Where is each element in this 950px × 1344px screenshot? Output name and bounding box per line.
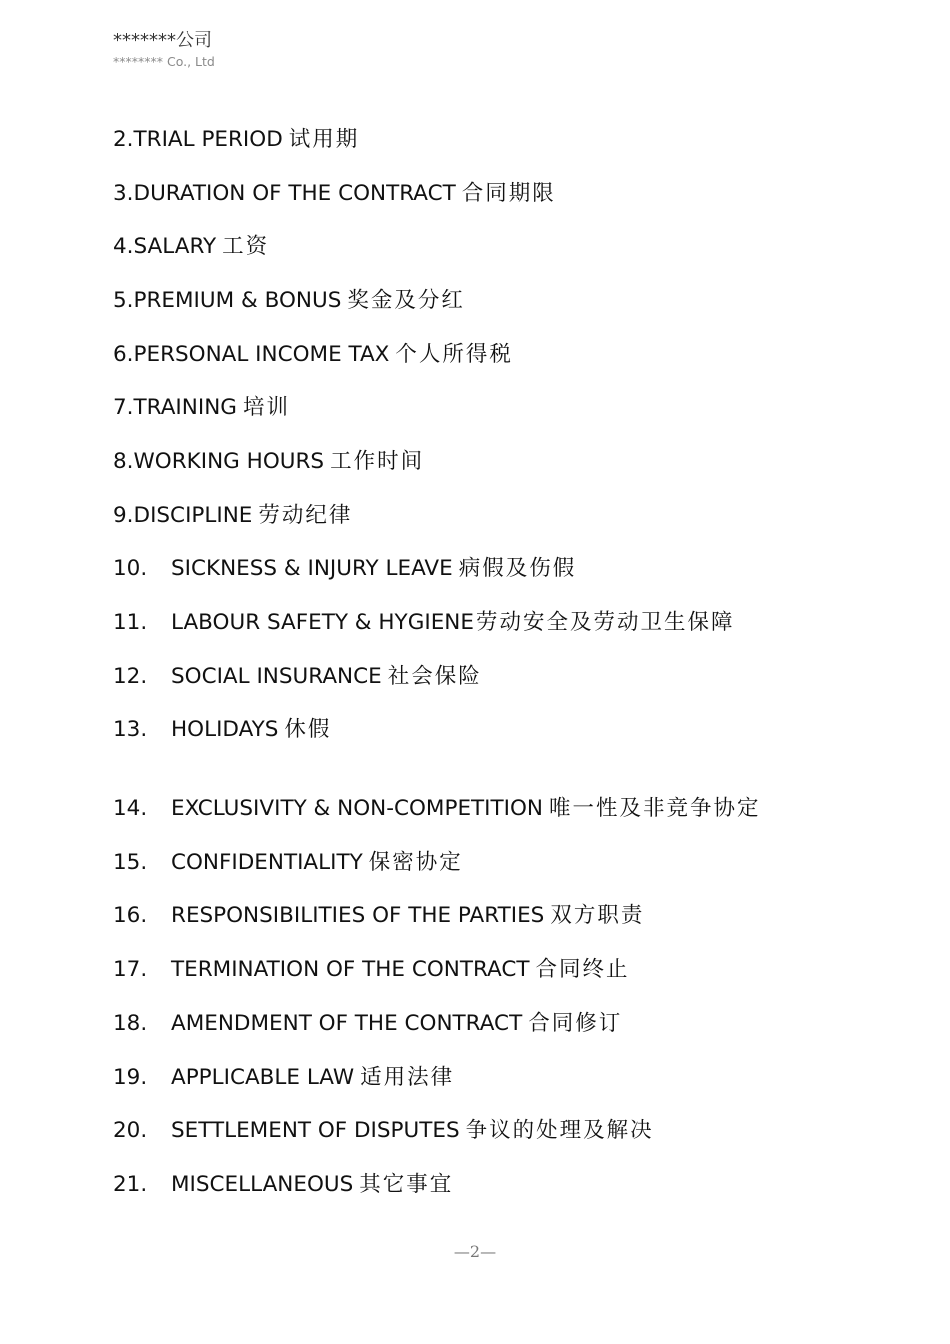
toc-title-cn: 病假及伤假 bbox=[458, 556, 577, 581]
toc-title-cn: 工作时间 bbox=[330, 449, 425, 474]
toc-title-en: HOLIDAYS bbox=[171, 717, 279, 742]
toc-number: 2. bbox=[113, 127, 134, 152]
toc-item-income-tax bbox=[113, 341, 513, 369]
toc-item-applicable-law bbox=[113, 1064, 454, 1092]
toc-title-en: TRIAL PERIOD bbox=[133, 127, 283, 152]
toc-title-en: RESPONSIBILITIES OF THE PARTIES bbox=[171, 903, 545, 928]
toc-number: 3. bbox=[113, 181, 134, 206]
toc-title-en: APPLICABLE LAW bbox=[171, 1065, 355, 1090]
toc-item-responsibilities bbox=[113, 902, 644, 930]
toc-title-en: CONFIDENTIALITY bbox=[171, 850, 363, 875]
toc-number: 16. bbox=[113, 903, 148, 928]
toc-title-en: PERSONAL INCOME TAX bbox=[133, 342, 390, 367]
toc-title-cn: 试用期 bbox=[288, 127, 360, 152]
toc-number: 14. bbox=[113, 796, 148, 821]
toc-title-en: DURATION OF THE CONTRACT bbox=[133, 181, 456, 206]
toc-item-holidays bbox=[113, 716, 331, 744]
toc-item-labour-safety bbox=[113, 609, 734, 637]
toc-item-sickness-leave bbox=[113, 555, 576, 583]
toc-title-cn: 劳动纪律 bbox=[258, 503, 353, 528]
toc-number: 15. bbox=[113, 850, 148, 875]
toc-title-cn: 双方职责 bbox=[550, 903, 645, 928]
toc-item-amendment bbox=[113, 1010, 622, 1038]
toc-title-cn: 合同修订 bbox=[528, 1011, 623, 1036]
toc-number: 21. bbox=[113, 1172, 148, 1197]
toc-number: 13. bbox=[113, 717, 148, 742]
toc-item-social-insurance bbox=[113, 663, 482, 691]
toc-title-cn: 个人所得税 bbox=[395, 342, 513, 367]
toc-item-confidentiality bbox=[113, 849, 463, 877]
toc-number: 9. bbox=[113, 503, 134, 528]
toc-number: 20. bbox=[113, 1118, 148, 1143]
toc-item-miscellaneous bbox=[113, 1171, 453, 1199]
toc-title-cn: 社会保险 bbox=[387, 664, 482, 689]
toc-number: 18. bbox=[113, 1011, 148, 1036]
toc-title-cn: 劳动安全及劳动卫生保障 bbox=[475, 610, 735, 635]
toc-title-en: TERMINATION OF THE CONTRACT bbox=[171, 957, 530, 982]
toc-title-cn: 合同期限 bbox=[461, 181, 556, 206]
toc-item-premium-bonus bbox=[113, 287, 465, 315]
toc-title-cn: 工资 bbox=[222, 234, 270, 259]
toc-item-trial-period bbox=[113, 126, 359, 154]
toc-title-en: LABOUR SAFETY & HYGIENE bbox=[171, 610, 474, 635]
page-header bbox=[113, 30, 215, 70]
toc-item-discipline bbox=[113, 502, 352, 530]
company-name-en: ******** Co., Ltd bbox=[113, 54, 215, 69]
toc-title-cn: 奖金及分红 bbox=[347, 288, 465, 313]
toc-title-cn: 合同终止 bbox=[535, 957, 630, 982]
toc-number: 6. bbox=[113, 342, 134, 367]
toc-number: 5. bbox=[113, 288, 134, 313]
toc-title-en: SOCIAL INSURANCE bbox=[171, 664, 382, 689]
toc-title-en: AMENDMENT OF THE CONTRACT bbox=[171, 1011, 523, 1036]
toc-title-cn: 培训 bbox=[242, 395, 290, 420]
toc-item-training bbox=[113, 394, 290, 422]
toc-item-termination bbox=[113, 956, 630, 984]
toc-number: 11. bbox=[113, 610, 148, 635]
toc-number: 7. bbox=[113, 395, 134, 420]
page-number: —2— bbox=[453, 1242, 497, 1261]
toc-title-en: SETTLEMENT OF DISPUTES bbox=[171, 1118, 460, 1143]
toc-title-cn: 唯一性及非竞争协定 bbox=[548, 796, 761, 821]
toc-title-cn: 其它事宜 bbox=[359, 1172, 454, 1197]
toc-title-en: WORKING HOURS bbox=[133, 449, 325, 474]
company-name-cn: *******公司 bbox=[113, 30, 212, 51]
toc-number: 10. bbox=[113, 556, 148, 581]
toc-title-cn: 休假 bbox=[284, 717, 332, 742]
toc-number: 19. bbox=[113, 1065, 148, 1090]
toc-title-en: SICKNESS & INJURY LEAVE bbox=[171, 556, 453, 581]
toc-item-duration bbox=[113, 180, 556, 208]
toc-title-en: SALARY bbox=[133, 234, 217, 259]
toc-title-en: PREMIUM & BONUS bbox=[133, 288, 342, 313]
toc-number: 4. bbox=[113, 234, 134, 259]
toc-item-exclusivity bbox=[113, 795, 761, 823]
toc-number: 17. bbox=[113, 957, 148, 982]
toc-title-cn: 争议的处理及解决 bbox=[465, 1118, 654, 1143]
toc-item-salary bbox=[113, 233, 269, 261]
toc-number: 12. bbox=[113, 664, 148, 689]
toc-item-working-hours bbox=[113, 448, 424, 476]
toc-number: 8. bbox=[113, 449, 134, 474]
toc-title-en: EXCLUSIVITY & NON-COMPETITION bbox=[171, 796, 543, 821]
toc-title-en: MISCELLANEOUS bbox=[171, 1172, 354, 1197]
toc-item-disputes bbox=[113, 1117, 654, 1145]
toc-title-en: DISCIPLINE bbox=[133, 503, 253, 528]
toc-title-cn: 适用法律 bbox=[360, 1065, 455, 1090]
toc-title-cn: 保密协定 bbox=[368, 850, 463, 875]
toc-title-en: TRAINING bbox=[133, 395, 237, 420]
